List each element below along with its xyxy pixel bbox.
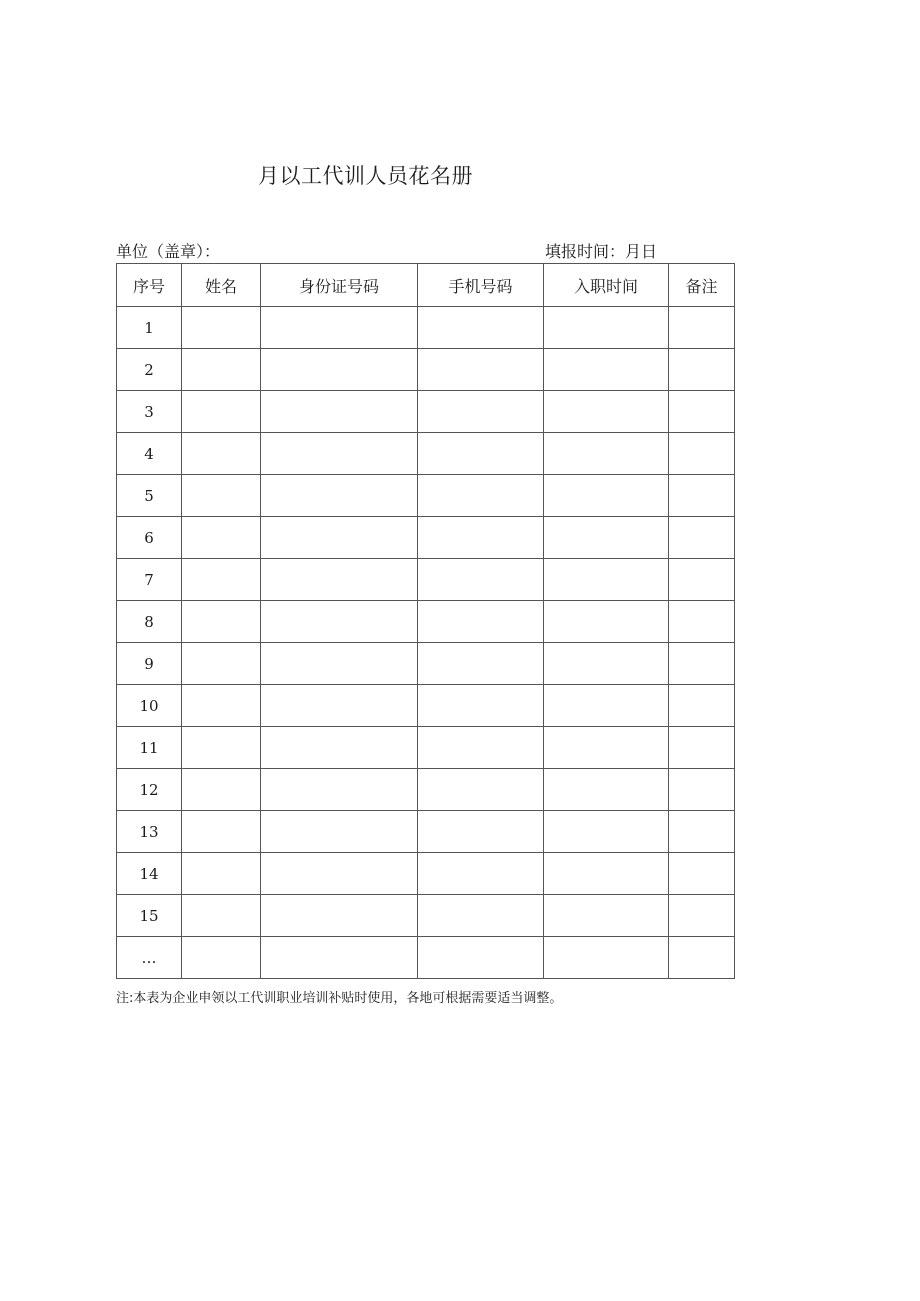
header-name: 姓名 — [182, 264, 261, 307]
cell-seq: 12 — [117, 769, 182, 811]
cell-phone — [418, 853, 544, 895]
cell-name — [182, 517, 261, 559]
cell-seq: 11 — [117, 727, 182, 769]
header-seq: 序号 — [117, 264, 182, 307]
cell-remarks — [669, 937, 735, 979]
cell-remarks — [669, 811, 735, 853]
cell-phone — [418, 937, 544, 979]
cell-phone — [418, 307, 544, 349]
cell-name — [182, 727, 261, 769]
cell-hire-date — [544, 349, 669, 391]
cell-name — [182, 643, 261, 685]
cell-hire-date — [544, 895, 669, 937]
cell-remarks — [669, 391, 735, 433]
cell-id-number — [261, 391, 418, 433]
cell-remarks — [669, 895, 735, 937]
cell-phone — [418, 685, 544, 727]
cell-id-number — [261, 517, 418, 559]
cell-name — [182, 601, 261, 643]
cell-hire-date — [544, 391, 669, 433]
cell-phone — [418, 727, 544, 769]
cell-remarks — [669, 559, 735, 601]
cell-id-number — [261, 811, 418, 853]
cell-phone — [418, 517, 544, 559]
cell-hire-date — [544, 685, 669, 727]
table-row — [117, 433, 735, 475]
cell-id-number — [261, 643, 418, 685]
cell-remarks — [669, 853, 735, 895]
cell-id-number — [261, 307, 418, 349]
cell-seq: … — [117, 937, 182, 979]
cell-phone — [418, 391, 544, 433]
unit-stamp-label: 单位（盖章）： — [116, 242, 221, 261]
page-title: 月以工代训人员花名册 — [258, 164, 473, 188]
table-row — [117, 937, 735, 979]
header-phone: 手机号码 — [418, 264, 544, 307]
cell-hire-date — [544, 559, 669, 601]
cell-seq: 7 — [117, 559, 182, 601]
cell-phone — [418, 895, 544, 937]
cell-name — [182, 349, 261, 391]
table-row — [117, 349, 735, 391]
cell-phone — [418, 811, 544, 853]
cell-hire-date — [544, 853, 669, 895]
cell-remarks — [669, 307, 735, 349]
table-row — [117, 853, 735, 895]
cell-name — [182, 853, 261, 895]
cell-id-number — [261, 853, 418, 895]
cell-seq: 4 — [117, 433, 182, 475]
cell-hire-date — [544, 769, 669, 811]
table-row — [117, 769, 735, 811]
cell-name — [182, 433, 261, 475]
cell-name — [182, 685, 261, 727]
cell-seq: 9 — [117, 643, 182, 685]
fill-date-label: 填报时间：月日 — [545, 242, 658, 261]
table-row — [117, 601, 735, 643]
cell-remarks — [669, 769, 735, 811]
cell-id-number — [261, 559, 418, 601]
cell-hire-date — [544, 307, 669, 349]
cell-hire-date — [544, 517, 669, 559]
cell-remarks — [669, 349, 735, 391]
cell-id-number — [261, 727, 418, 769]
cell-name — [182, 475, 261, 517]
cell-seq: 8 — [117, 601, 182, 643]
table-header-row — [117, 264, 735, 307]
cell-phone — [418, 769, 544, 811]
cell-remarks — [669, 685, 735, 727]
cell-id-number — [261, 937, 418, 979]
cell-hire-date — [544, 433, 669, 475]
table-row — [117, 811, 735, 853]
cell-seq: 14 — [117, 853, 182, 895]
table-row — [117, 307, 735, 349]
table-row — [117, 895, 735, 937]
cell-id-number — [261, 601, 418, 643]
table-row — [117, 727, 735, 769]
cell-name — [182, 895, 261, 937]
table-row — [117, 475, 735, 517]
cell-seq: 3 — [117, 391, 182, 433]
cell-id-number — [261, 895, 418, 937]
cell-phone — [418, 349, 544, 391]
table-row — [117, 643, 735, 685]
cell-remarks — [669, 643, 735, 685]
cell-seq: 5 — [117, 475, 182, 517]
cell-hire-date — [544, 475, 669, 517]
cell-phone — [418, 643, 544, 685]
cell-id-number — [261, 769, 418, 811]
cell-seq: 2 — [117, 349, 182, 391]
cell-name — [182, 937, 261, 979]
cell-seq: 1 — [117, 307, 182, 349]
cell-seq: 13 — [117, 811, 182, 853]
cell-hire-date — [544, 811, 669, 853]
cell-name — [182, 391, 261, 433]
cell-seq: 10 — [117, 685, 182, 727]
cell-name — [182, 559, 261, 601]
cell-name — [182, 811, 261, 853]
cell-phone — [418, 559, 544, 601]
cell-id-number — [261, 433, 418, 475]
cell-name — [182, 307, 261, 349]
roster-body — [117, 307, 735, 979]
cell-seq: 6 — [117, 517, 182, 559]
cell-remarks — [669, 517, 735, 559]
cell-remarks — [669, 727, 735, 769]
cell-remarks — [669, 475, 735, 517]
table-row — [117, 517, 735, 559]
cell-phone — [418, 475, 544, 517]
cell-hire-date — [544, 937, 669, 979]
roster-table — [116, 263, 735, 979]
cell-id-number — [261, 349, 418, 391]
cell-hire-date — [544, 643, 669, 685]
header-hire-date: 入职时间 — [544, 264, 669, 307]
table-row — [117, 685, 735, 727]
header-remarks: 备注 — [669, 264, 735, 307]
table-row — [117, 559, 735, 601]
header-id-number: 身份证号码 — [261, 264, 418, 307]
cell-seq: 15 — [117, 895, 182, 937]
footnote: 注:本表为企业申领以工代训职业培训补贴时使用，各地可根据需要适当调整。 — [116, 991, 563, 1006]
cell-remarks — [669, 433, 735, 475]
cell-hire-date — [544, 727, 669, 769]
table-row — [117, 391, 735, 433]
cell-phone — [418, 433, 544, 475]
cell-hire-date — [544, 601, 669, 643]
cell-id-number — [261, 685, 418, 727]
cell-remarks — [669, 601, 735, 643]
cell-name — [182, 769, 261, 811]
cell-id-number — [261, 475, 418, 517]
cell-phone — [418, 601, 544, 643]
